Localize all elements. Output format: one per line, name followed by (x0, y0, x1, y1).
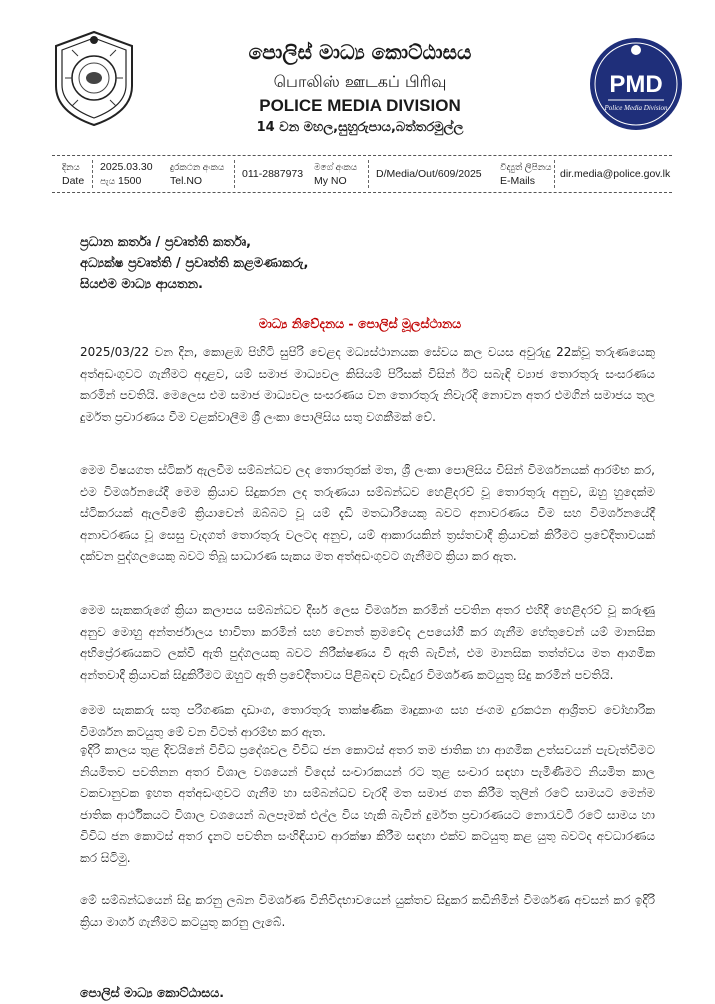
subject-heading: මාධ්‍ය නිවේදනය - පොලිස් මූලස්ථානය (258, 316, 462, 331)
date-value: 2025.03.30 පැය 1500 (100, 161, 153, 187)
addressee-block (80, 232, 308, 295)
signature-line: පොලිස් මාධ්‍ය කොට්ඨාසය. (80, 985, 224, 1000)
my-no-label: මගේ අංකය My NO (314, 162, 358, 187)
body-paragraph: මෙම විෂයගත ස්ටිකර් ඇලවීම සම්බන්ධව ලද තොරතුරක් මත, ශ්‍රී ලංකා පොලිසිය විසින් විමර්ශනයක් ආරම්භ කර, එම විමර්ශනයේදී මෙම ක්‍රියාව සිදුකරන ලද තරුණයා සම්බන්ධව හෙළිදරව් වූ තොරතුරු අනුව, ඔහු හුදෙක්ම ස්ටිකරයක් ඇලවීමේ ක්‍රියාවෙන් ඔබ්බට වූ යම් දැඩි මතධාරියෙකු බවට අනාවරණය වීම සහ විමර්ශනයේදී අනාවරණය වූ සෙසු වැදගත් තොරතුරු වලටද අනුව, යම් ආකාරයකින් ත්‍රස්තවාදී ක්‍රියාවක් කිරීමට ප්‍රවේදීතාවයක් දක්වන පුද්ගලයෙකු බවට තිබූ සාධාරණ සැකය මත අත්අඩංගුවට ගැනීමට ක්‍රියා කර ඇත. (80, 463, 655, 563)
pmd-logo-subtitle: Police Media Division (604, 104, 668, 112)
header-title-english: POLICE MEDIA DIVISION (259, 96, 461, 115)
pmd-logo-icon (588, 36, 684, 132)
reference-info-strip (52, 155, 672, 193)
tel-label: දුරකථන අංකය Tel.NO (170, 162, 225, 187)
body-paragraph: මේ සම්බන්ධයෙන් සිදු කරනු ලබන විමර්ශණ විනිවිදභාවයෙන් යුක්තව සිදුකර කඩිනිමින් විමර්ශණ අවසන් කර ඉදිරි ක්‍රියා මාර්ග ගැනීමට කටයුතු කරනු ලැබේ. (80, 893, 655, 929)
my-no-value: D/Media/Out/609/2025 (376, 168, 482, 180)
header-title-sinhala: පොලිස් මාධ්‍ය කොට්ඨාසය (248, 40, 472, 64)
header-title-tamil: பொலிஸ் ஊடகப் பிரிவு (273, 72, 447, 91)
addressee-line: ප්‍රධාන කර්තෘ / ප්‍රවෘත්ති කර්තෘ, (80, 235, 252, 250)
body-paragraph: ඉදිරි කාලය තුළ දිවයිනේ විවිධ ප්‍රදේශවල විවිධ ජන කොටස් අතර තම ජාතික හා ආගමික උත්සවයන් පැවැත්වීමට නියමිතව පවතිනන අතර විශාල වශයෙන් විදෙස් සංචාරකයන් රට තුළ සංචාර සඳහා පැමිණීමට නියමිත කාල වකවානුවක ඉහත අත්අඩංගුවට ගැනීම හා සම්බන්ධව වැරදි මත සමාජ ගත කිරීම තුලින් රටේ සාමයට මෙන්ම ජාතික ආර්ථිකයට විශාල වශයෙන් බලපෑමක් එල්ල විය හැකි බැවින් දුර්මත ප්‍රචාරණයට නොරැවටී රටේ සාමය හා විවිධ ජන කොටස් අතර දැනට පවතින සංහිඳියාව ආරක්ෂා කිරීම සඳහා එක්ව කටයුතු කළ යුතු බවටද අවධාරණය කර සිටිමු. (80, 743, 655, 865)
police-emblem-icon (48, 28, 140, 128)
date-label: දිනය Date (62, 162, 85, 187)
addressee-line: සියළුම මාධ්‍ය ආයතන. (80, 277, 203, 292)
addressee-line: අධ්‍යක්ෂ ප්‍රවෘත්ති / ප්‍රවෘත්ති කළමණාකරු, (80, 256, 309, 271)
header-address: 14 වන මහල,සුහුරුපාය,බත්තරමුල්ල (256, 120, 464, 135)
email-label: විද්‍යුත් ලිපිනය E-Mails (500, 162, 552, 187)
body-paragraph: 2025/03/22 වන දින, කොළඹ පිහිටි සුපිරි වෙළද මධ්‍යස්ථානයක සේවය කල වයස අවුරුදු 22ක්වූ තරුණයෙකු අත්අඩංගුවට ගැනීමට අදාළව, යම් සමාජ මාධ්‍යවල කිසියම් පිරිසක් විසින් ඊට සබැඳි ව්‍යාජ තොරතුරු සංසරණය කරමින් පවතියි. මෙලෙස එම සමාජ මාධ්‍යවල සංසරණය වන තොරතුරු නිවැරදි නොවන අතර එමගින් සමාජය තුල දුර්මත ප්‍රචාරණය වීම වළක්වාලීම ශ්‍රී ලංකා පොලිසිය සතු වගකීමක් වේ. (80, 345, 655, 424)
email-value[interactable]: dir.media@police.gov.lk (560, 168, 671, 180)
tel-value: 011-2887973 (242, 168, 304, 180)
body-paragraph: මෙම සැකකරු සතු පරිගණක දෘඩාංග, තොරතුරු තාක්ෂණික මෘදුකාංග සහ ජංගම දුරකථන ආශ්‍රිතව වෝහාරික විමර්ශන කටයුතු මේ වන විටත් ආරම්භ කර ඇත. (80, 703, 655, 739)
pmd-logo-text: PMD (609, 71, 663, 98)
body-paragraph: මෙම සැකකරුගේ ක්‍රියා කලාපය සම්බන්ධව දීර්ඝ ලෙස විමර්ශන කරමින් පවතින අතර එහිදී හෙළිදරව් වූ කරුණු අනුව මොහු අන්තර්ජාලය භාවිතා කරමින් සහ වෙනත් ක්‍රමවේද උපයෝගී කර ගැනීම හේතුවෙන් යම් මානසික අභිප්‍රේරණයකට ලක්වී ඇති පුද්ගලයකු බවට නිරීක්ෂණය වී ඇති බැවින්, එම මානසික තත්ත්වය මත ආගමික අන්තවාදී ක්‍රියාවක් සිදුකිරීමට ඔහුට ඇති ප්‍රවේදීතාවය පිළිබඳව වැඩිදුර විමර්ශණ කටයුතු සිදු කරමින් පවතියි. (80, 603, 655, 682)
